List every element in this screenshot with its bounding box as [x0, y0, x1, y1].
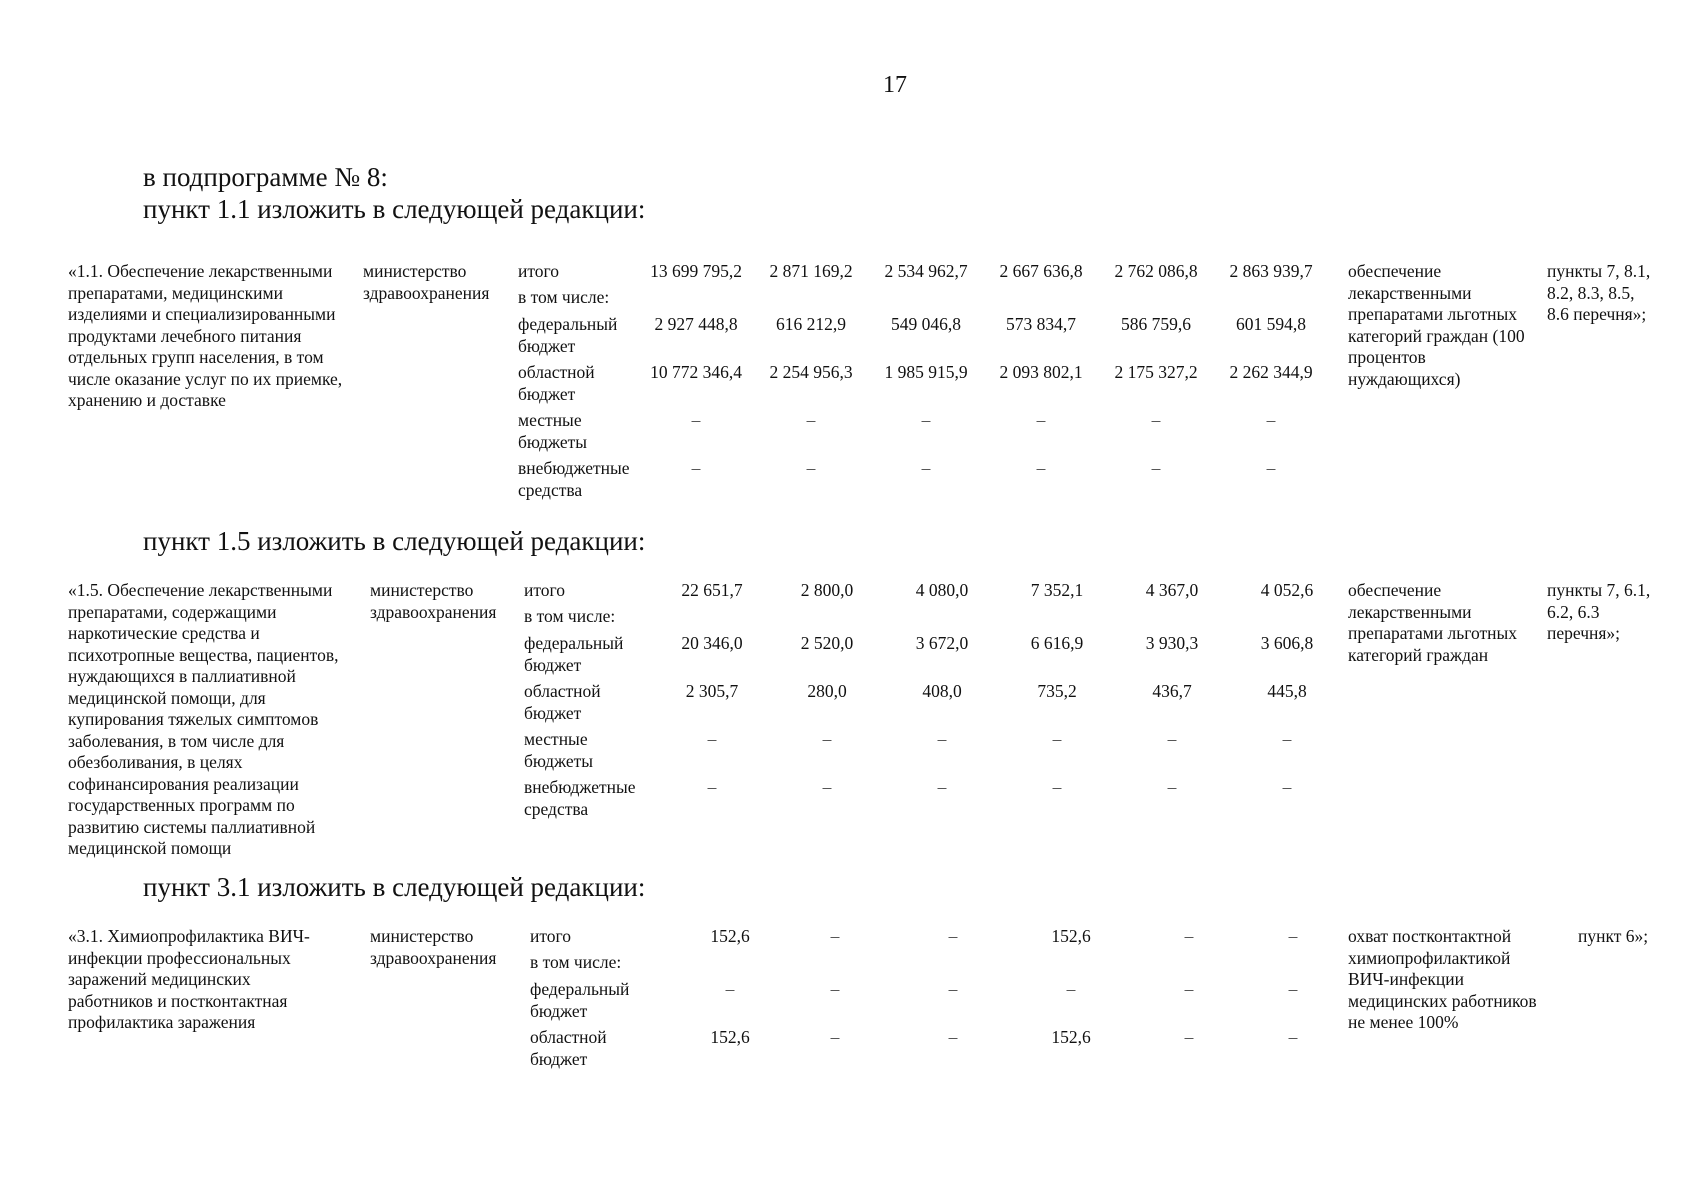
row-label: областной бюджет: [530, 1027, 607, 1069]
value-y2: 2 534 962,7: [884, 261, 968, 281]
value-y3: –: [1052, 729, 1062, 749]
responsible-ministry: министерство здравоохранения: [363, 261, 490, 303]
value-y1: –: [822, 777, 832, 797]
value-y3: 152,6: [1051, 1027, 1091, 1047]
value-y4: 2 762 086,8: [1114, 261, 1198, 281]
value-total: –: [725, 979, 735, 999]
value-y2: 3 672,0: [915, 633, 969, 653]
value-y3: 6 616,9: [1030, 633, 1084, 653]
value-y1: 616 212,9: [776, 314, 846, 334]
value-y3: 573 834,7: [1006, 314, 1076, 334]
row-label: внебюджетные средства: [524, 777, 636, 819]
row-label: в том числе:: [530, 952, 622, 972]
value-y5: –: [1266, 458, 1276, 478]
value-y5: 4 052,6: [1260, 580, 1314, 600]
row-label: итого: [524, 580, 566, 600]
measure-description: «1.1. Обеспечение лекарственными препаратами, медицинскими изделиями и специализированными продуктами лечебного питания отдельных групп населения, в том числе оказание услуг по их приемке, хранению и доставке: [68, 261, 343, 410]
value-total: –: [707, 777, 717, 797]
value-y3: 152,6: [1051, 926, 1091, 946]
expected-outcome: обеспечение лекарственными препаратами льготных категорий граждан (100 процентов нуждающихся): [1348, 261, 1525, 389]
responsible-ministry: министерство здравоохранения: [370, 926, 497, 968]
value-y1: –: [806, 458, 816, 478]
value-y5: 445,8: [1267, 681, 1307, 701]
value-y2: 549 046,8: [891, 314, 961, 334]
value-y1: –: [806, 410, 816, 430]
expected-outcome: охват постконтактной химиопрофилактикой ВИЧ-инфекции медицинских работников не менее 100%: [1348, 926, 1537, 1032]
value-total: 2 927 448,8: [654, 314, 738, 334]
value-y2: 408,0: [922, 681, 962, 701]
measure-description: «3.1. Химиопрофилактика ВИЧ-инфекции профессиональных заражений медицинских работников и постконтактная профилактика заражения: [68, 926, 310, 1032]
value-y5: 601 594,8: [1236, 314, 1306, 334]
value-y4: –: [1167, 777, 1177, 797]
value-y3: –: [1036, 410, 1046, 430]
row-label: федеральный бюджет: [518, 314, 618, 356]
value-y2: 1 985 915,9: [884, 362, 968, 382]
value-total: –: [691, 458, 701, 478]
list-references: пункты 7, 8.1, 8.2, 8.3, 8.5, 8.6 перечня»;: [1547, 261, 1651, 324]
row-label: областной бюджет: [518, 362, 595, 404]
value-y5: –: [1288, 979, 1298, 999]
value-y1: –: [822, 729, 832, 749]
value-total: –: [707, 729, 717, 749]
value-y4: –: [1184, 979, 1194, 999]
value-y2: –: [937, 729, 947, 749]
value-y3: 2 667 636,8: [999, 261, 1083, 281]
value-y4: –: [1151, 410, 1161, 430]
value-total: –: [691, 410, 701, 430]
value-y1: 2 254 956,3: [769, 362, 853, 382]
value-y5: 3 606,8: [1260, 633, 1314, 653]
value-y5: –: [1282, 777, 1292, 797]
value-y2: –: [921, 458, 931, 478]
value-y4: 4 367,0: [1145, 580, 1199, 600]
value-y3: –: [1036, 458, 1046, 478]
value-y1: –: [830, 926, 840, 946]
value-y4: –: [1151, 458, 1161, 478]
value-y1: 2 871 169,2: [769, 261, 853, 281]
value-y3: 735,2: [1037, 681, 1077, 701]
value-total: 152,6: [710, 1027, 750, 1047]
value-total: 10 772 346,4: [650, 362, 742, 382]
row-label: областной бюджет: [524, 681, 601, 723]
value-y4: 3 930,3: [1145, 633, 1199, 653]
responsible-ministry: министерство здравоохранения: [370, 580, 497, 622]
row-label: местные бюджеты: [518, 410, 588, 452]
value-y2: –: [921, 410, 931, 430]
value-total: 152,6: [710, 926, 750, 946]
row-label: федеральный бюджет: [530, 979, 630, 1021]
value-y5: –: [1282, 729, 1292, 749]
value-y3: 7 352,1: [1030, 580, 1084, 600]
value-y5: 2 262 344,9: [1229, 362, 1313, 382]
row-label: в том числе:: [518, 287, 610, 307]
value-y1: 2 520,0: [800, 633, 854, 653]
value-y4: 586 759,6: [1121, 314, 1191, 334]
value-y1: 2 800,0: [800, 580, 854, 600]
value-y1: 280,0: [807, 681, 847, 701]
value-y5: –: [1288, 926, 1298, 946]
value-total: 22 651,7: [681, 580, 743, 600]
value-y4: –: [1184, 926, 1194, 946]
value-y4: 436,7: [1152, 681, 1192, 701]
value-y5: 2 863 939,7: [1229, 261, 1313, 281]
page-number: 17: [883, 72, 907, 98]
value-y5: –: [1288, 1027, 1298, 1047]
value-y5: –: [1266, 410, 1276, 430]
value-y2: –: [948, 1027, 958, 1047]
value-y3: –: [1066, 979, 1076, 999]
value-y2: –: [937, 777, 947, 797]
value-y1: –: [830, 1027, 840, 1047]
value-y4: –: [1184, 1027, 1194, 1047]
row-label: в том числе:: [524, 606, 616, 626]
value-y1: –: [830, 979, 840, 999]
value-total: 2 305,7: [685, 681, 739, 701]
value-y4: –: [1167, 729, 1177, 749]
list-references: пункт 6»;: [1578, 926, 1649, 946]
section-1-5-heading: пункт 1.5 изложить в следующей редакции:: [143, 526, 646, 556]
value-y4: 2 175 327,2: [1114, 362, 1198, 382]
value-total: 20 346,0: [681, 633, 743, 653]
value-y2: –: [948, 979, 958, 999]
row-label: итого: [518, 261, 560, 281]
row-label: внебюджетные средства: [518, 458, 630, 500]
intro-item-heading: пункт 1.1 изложить в следующей редакции:: [143, 194, 646, 224]
value-y3: –: [1052, 777, 1062, 797]
intro-subprogram: в подпрограмме № 8:: [143, 162, 388, 192]
row-label: итого: [530, 926, 572, 946]
list-references: пункты 7, 6.1, 6.2, 6.3 перечня»;: [1547, 580, 1651, 643]
value-total: 13 699 795,2: [650, 261, 742, 281]
section-3-1-heading: пункт 3.1 изложить в следующей редакции:: [143, 872, 646, 902]
row-label: местные бюджеты: [524, 729, 594, 771]
value-y2: –: [948, 926, 958, 946]
measure-description: «1.5. Обеспечение лекарственными препаратами, содержащими наркотические средства и психотропные вещества, пациентов, нуждающихся в паллиативной медицинской помощи, для купирования тяжелых симптомов заболевания, в том числе для обезболивания, в целях софинансирования реализации государственных программ по развитию системы паллиативной медицинской помощи: [68, 580, 339, 858]
expected-outcome: обеспечение лекарственными препаратами льготных категорий граждан: [1348, 580, 1518, 665]
value-y3: 2 093 802,1: [999, 362, 1083, 382]
row-label: федеральный бюджет: [524, 633, 624, 675]
value-y2: 4 080,0: [915, 580, 969, 600]
